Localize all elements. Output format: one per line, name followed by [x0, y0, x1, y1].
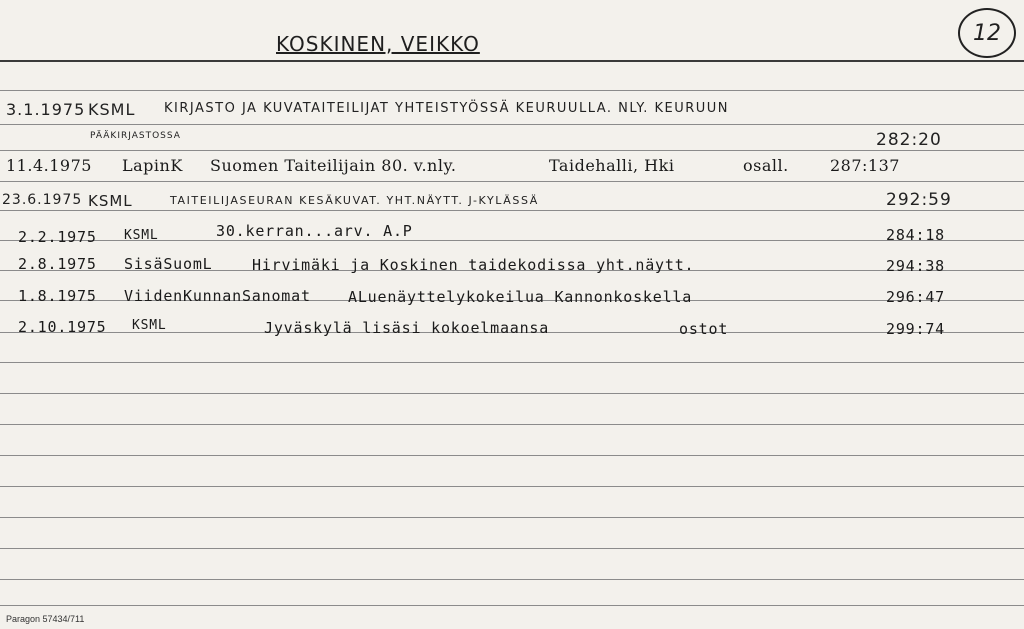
card-footer: Paragon 57434/711 — [6, 614, 85, 624]
entry-source: KSML — [124, 228, 159, 243]
rule-line — [0, 124, 1024, 125]
card-title: KOSKINEN, VEIKKO — [276, 32, 480, 56]
entry-note: osall. — [743, 156, 789, 175]
entry-source: ViidenKunnanSanomat — [124, 287, 311, 305]
rule-line — [0, 455, 1024, 456]
rule-line — [0, 517, 1024, 518]
entry-text: 30.kerran...arv. A.P — [216, 222, 413, 240]
entry-date: 2.2.1975 — [18, 228, 97, 246]
entry-text: Jyväskylä lisäsi kokoelmaansa — [264, 319, 550, 337]
rule-line — [0, 486, 1024, 487]
entry-date: 2.10.1975 — [18, 318, 107, 336]
entry-text-continued: PÄÄKIRJASTOSSA — [90, 131, 181, 141]
rule-line — [0, 150, 1024, 151]
rule-line — [0, 548, 1024, 549]
entry-source: KSML — [88, 192, 133, 210]
rule-line — [0, 605, 1024, 606]
entry-text: Suomen Taiteilijain 80. v.nly. — [210, 156, 457, 175]
entry-text: ALuenäyttelykokeilua Kannonkoskella — [348, 288, 693, 306]
rule-line — [0, 393, 1024, 394]
entry-date: 23.6.1975 — [2, 192, 83, 208]
entry-date: 3.1.1975 — [6, 100, 86, 119]
rule-line — [0, 210, 1024, 211]
entry-note: ostot — [679, 320, 729, 338]
rule-line — [0, 579, 1024, 580]
entry-source: KSML — [88, 100, 136, 119]
entry-text: TAITEILIJASEURAN KESÄKUVAT. YHT.NÄYTT. J-KYLÄSSÄ — [170, 194, 539, 207]
entry-text: KIRJASTO JA KUVATAITEILIJAT YHTEISTYÖSSÄ KEURUULLA. NLY. KEURUUN — [164, 101, 730, 116]
entry-source: KSML — [132, 318, 167, 333]
entry-reference: 296:47 — [886, 288, 945, 306]
rule-line — [0, 424, 1024, 425]
entry-reference: 292:59 — [886, 190, 952, 210]
entry-reference: 299:74 — [886, 320, 945, 338]
entry-date: 11.4.1975 — [6, 156, 92, 175]
card-number-badge: 12 — [958, 8, 1016, 58]
entry-source: SisäSuomL — [124, 255, 213, 273]
rule-line — [0, 362, 1024, 363]
entry-reference: 287:137 — [830, 156, 900, 175]
header-rule — [0, 60, 1024, 62]
entry-source: LapinK — [122, 156, 183, 175]
entry-text: Hirvimäki ja Koskinen taidekodissa yht.näytt. — [252, 256, 695, 274]
entry-reference: 284:18 — [886, 226, 945, 244]
entry-reference: 282:20 — [876, 130, 942, 150]
rule-line — [0, 90, 1024, 91]
rule-line — [0, 181, 1024, 182]
entry-date: 2.8.1975 — [18, 255, 97, 273]
entry-place: Taidehalli, Hki — [549, 156, 675, 175]
entry-reference: 294:38 — [886, 257, 945, 275]
entry-date: 1.8.1975 — [18, 287, 97, 305]
